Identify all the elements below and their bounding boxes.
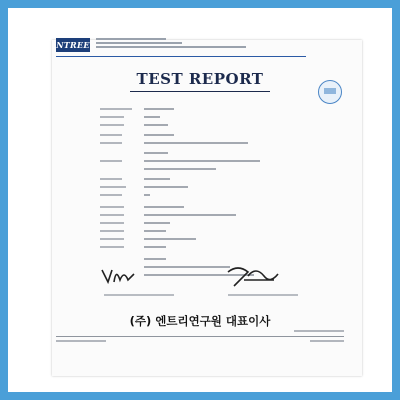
accreditation-seal-icon	[318, 80, 342, 104]
approver-signature-icon	[224, 262, 284, 290]
footer-rule	[56, 336, 344, 337]
company-name: (주) 엔트리연구원 대표이사	[129, 314, 271, 328]
letterhead-text	[96, 38, 246, 50]
letterhead-rule	[56, 56, 306, 57]
title-underline	[130, 91, 270, 92]
company-logo	[56, 38, 90, 52]
footer-right-text	[294, 330, 344, 332]
tester-name-line	[104, 294, 174, 296]
approver-name-line	[228, 294, 298, 296]
footer-right-text-2	[310, 340, 344, 342]
page-border	[8, 8, 392, 392]
footer-left-text	[56, 340, 106, 342]
logo-text: NTREE	[56, 40, 90, 50]
page-title: TEST REPORT	[136, 70, 264, 88]
tester-signature-icon	[100, 264, 140, 288]
